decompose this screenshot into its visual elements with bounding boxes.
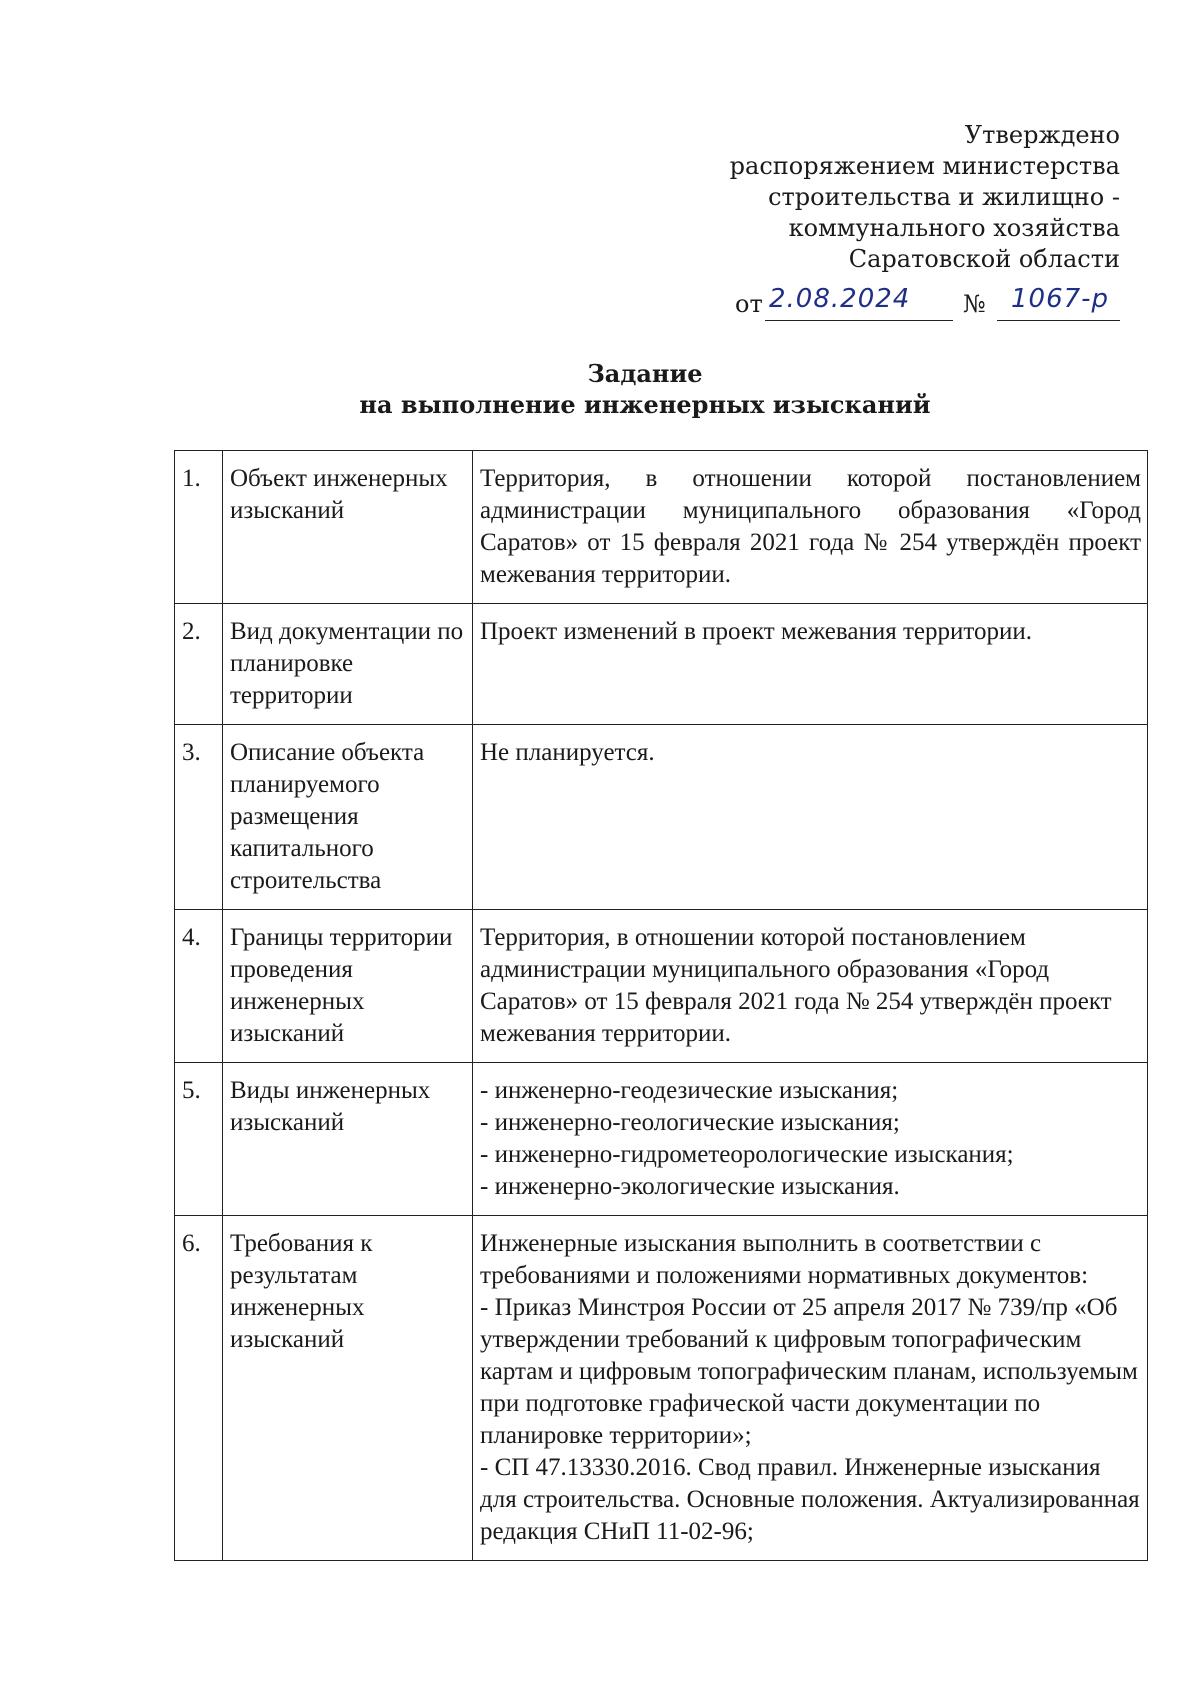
table-row — [175, 1063, 1148, 1216]
row-value — [473, 1216, 1148, 1561]
table-row — [175, 1216, 1148, 1561]
survey-type-item: - инженерно-экологические изыскания. — [480, 1173, 900, 1200]
row-number: 3. — [175, 725, 223, 910]
row-name: Границы территории проведения инженерных изысканий — [223, 910, 473, 1063]
row-number: 2. — [175, 604, 223, 725]
row-value: Проект изменений в проект межевания территории. — [473, 604, 1148, 725]
title-line-2: на выполнение инженерных изысканий — [359, 390, 931, 419]
row-number: 4. — [175, 910, 223, 1063]
approval-line: строительства и жилищно - — [768, 183, 1120, 211]
title-line-1: Задание — [587, 359, 703, 388]
table-row — [175, 451, 1148, 604]
approval-line: Саратовской области — [848, 245, 1120, 273]
row-number: 1. — [175, 451, 223, 604]
date-prefix: от — [735, 290, 763, 318]
row-value: Территория, в отношении которой постановлением администрации муниципального образования «Город Саратов» от 15 февраля 2021 года № 254 утверждён проект межевания территории. — [473, 910, 1148, 1063]
handwritten-number: 1067-р — [1011, 284, 1110, 314]
row-value — [473, 1063, 1148, 1216]
task-table — [174, 450, 1148, 1561]
number-sign: № — [963, 290, 986, 318]
row-value: Не планируется. — [473, 725, 1148, 910]
approval-line: коммунального хозяйства — [788, 214, 1120, 242]
requirements-item: - Приказ Минстроя России от 25 апреля 2017 № 739/пр «Об утверждении требований к цифровым топографическим картам и цифровым топографическим планам, используемым при подготовке графической части документации по планировке территории»; — [480, 1294, 1138, 1449]
survey-type-item: - инженерно-геодезические изыскания; — [480, 1077, 899, 1104]
row-number: 6. — [175, 1216, 223, 1561]
row-name: Виды инженерных изысканий — [223, 1063, 473, 1216]
approval-line: распоряжением министерства — [729, 152, 1120, 180]
requirements-item: - СП 47.13330.2016. Свод правил. Инженерные изыскания для строительства. Основные положения. Актуализированная редакция СНиП 11-02-96; — [480, 1454, 1140, 1545]
row-name: Требования к результатам инженерных изысканий — [223, 1216, 473, 1561]
approval-line: Утверждено — [964, 121, 1120, 149]
table-row — [175, 910, 1148, 1063]
approval-block — [690, 120, 1120, 275]
handwritten-date: 2.08.2024 — [769, 284, 911, 314]
number-underline — [997, 284, 1120, 321]
survey-type-item: - инженерно-геологические изыскания; — [480, 1109, 900, 1136]
row-name: Вид документации по планировке территории — [223, 604, 473, 725]
table-row — [175, 604, 1148, 725]
row-number: 5. — [175, 1063, 223, 1216]
approval-date-number — [735, 284, 1120, 324]
survey-type-item: - инженерно-гидрометеорологические изыскания; — [480, 1141, 1014, 1168]
date-underline — [765, 284, 953, 321]
row-name: Объект инженерных изысканий — [223, 451, 473, 604]
row-value: Территория, в отношении которой постановлением администрации муниципального образования «Город Саратов» от 15 февраля 2021 года № 254 утверждён проект межевания территории. — [473, 451, 1148, 604]
row-name: Описание объекта планируемого размещения капитального строительства — [223, 725, 473, 910]
table-row — [175, 725, 1148, 910]
document-title — [0, 358, 1200, 420]
requirements-intro: Инженерные изыскания выполнить в соответствии с требованиями и положениями нормативных документов: — [480, 1230, 1089, 1289]
